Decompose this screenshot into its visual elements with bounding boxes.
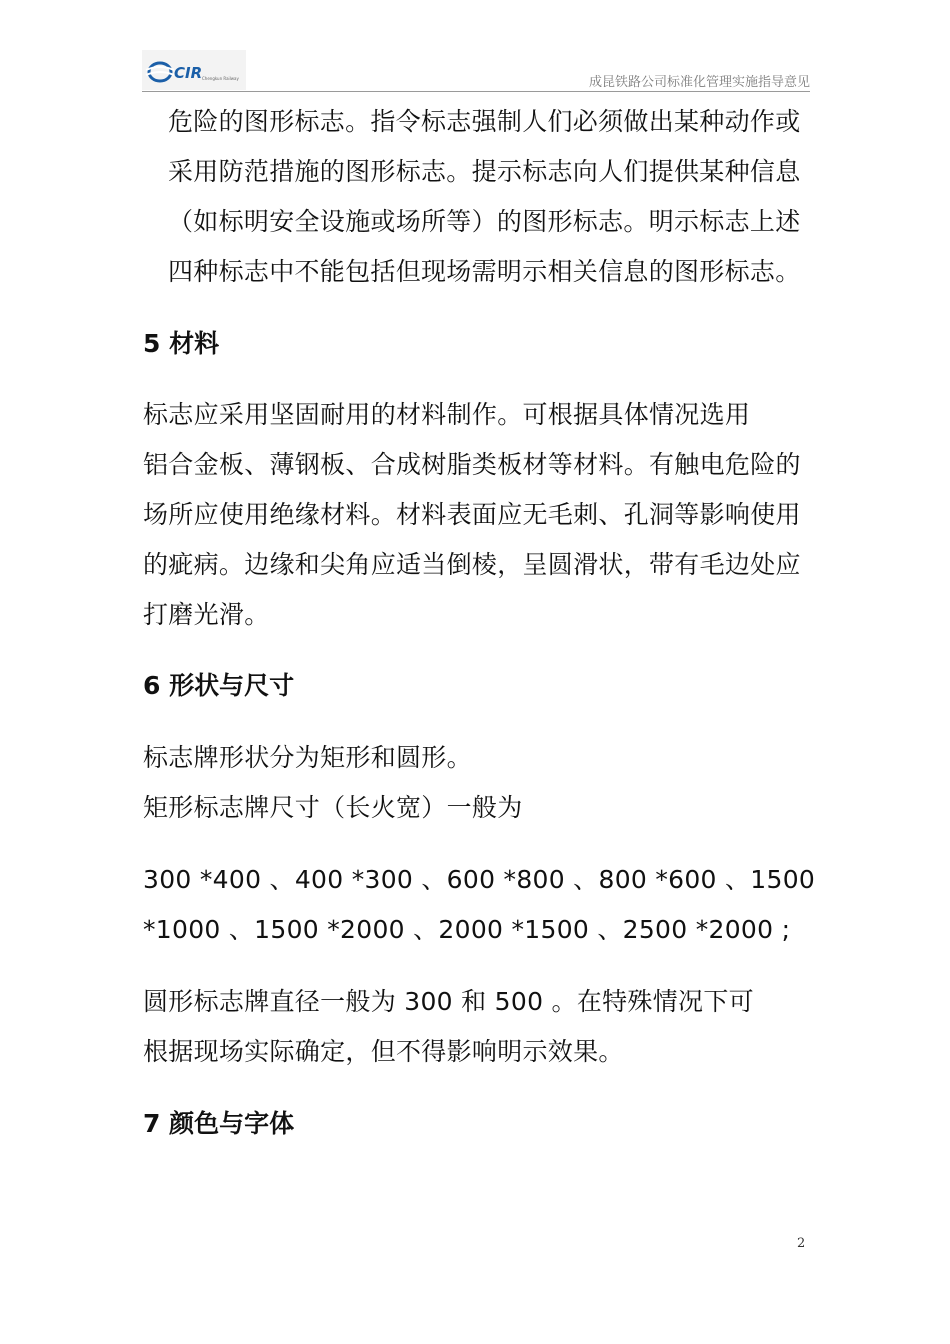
round-line-1: 圆形标志牌直径一般为 300 和 500 。在特殊情况下可 bbox=[143, 987, 754, 1016]
rect-sizes-line-1: 300 *400 、400 *300 、600 *800 、800 *600 、1500 bbox=[143, 865, 816, 894]
section-6-heading: 6 形状与尺寸 bbox=[143, 671, 295, 700]
section-5-heading: 5 材料 bbox=[143, 329, 220, 358]
svg-text:Chengkun Railway: Chengkun Railway bbox=[202, 76, 239, 81]
section-5-line-2: 铝合金板、薄钢板、合成树脂类板材等材料。有触电危险的 bbox=[143, 450, 801, 479]
header-title: 成昆铁路公司标准化管理实施指导意见 bbox=[588, 75, 810, 90]
rect-sizes-line-2: *1000 、1500 *2000 、2000 *1500 、2500 *2000 ; bbox=[143, 915, 791, 944]
section-5-line-3: 场所应使用绝缘材料。材料表面应无毛刺、孔洞等影响使用 bbox=[143, 500, 801, 529]
intro-line-1: 危险的图形标志。指令标志强制人们必须做出某种动作或 bbox=[168, 107, 801, 136]
section-6-line-2: 矩形标志牌尺寸（长火宽）一般为 bbox=[143, 793, 523, 822]
section-6-line-1: 标志牌形状分为矩形和圆形。 bbox=[143, 743, 472, 772]
intro-line-4: 四种标志中不能包括但现场需明示相关信息的图形标志。 bbox=[168, 257, 801, 286]
cir-logo bbox=[142, 50, 246, 90]
page-number: 2 bbox=[797, 1236, 806, 1251]
intro-line-2: 采用防范措施的图形标志。提示标志向人们提供某种信息 bbox=[168, 157, 801, 186]
svg-text:CIR: CIR bbox=[174, 64, 203, 82]
section-5-line-5: 打磨光滑。 bbox=[143, 600, 270, 629]
section-7-heading: 7 颜色与字体 bbox=[143, 1109, 295, 1138]
section-5-line-1: 标志应采用坚固耐用的材料制作。可根据具体情况选用 bbox=[143, 400, 751, 429]
page-header bbox=[142, 50, 810, 92]
round-line-2: 根据现场实际确定，但不得影响明示效果。 bbox=[143, 1037, 624, 1066]
section-5-line-4: 的疵病。边缘和尖角应适当倒棱，呈圆滑状，带有毛边处应 bbox=[143, 550, 801, 579]
intro-line-3: （如标明安全设施或场所等）的图形标志。明示标志上述 bbox=[168, 207, 801, 236]
header-divider bbox=[142, 91, 810, 92]
